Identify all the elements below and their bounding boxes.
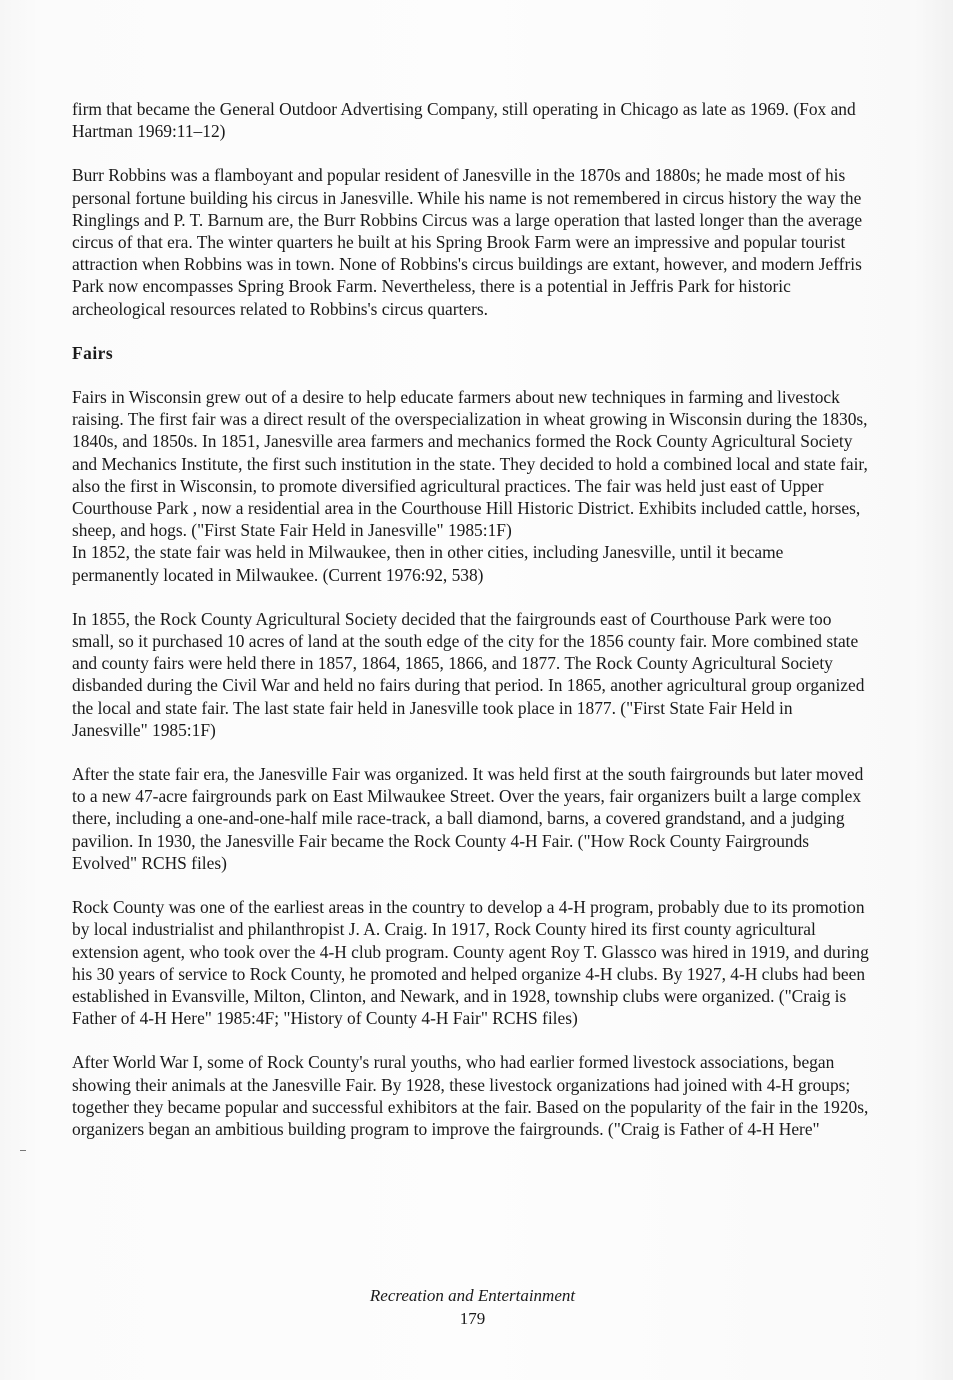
paragraph-fairgrounds-1855: In 1855, the Rock County Agricultural Society decided that the fairgrounds east of Courthouse Park were too small, so it purchased 10 acres of land at the south edge of the city for the 1856 county fair. More combined state and county fairs were held there in 1857, 1864, 1865, 1866, and 1877. The Rock County Agricultural Society disbanded during the Civil War and held no fairs during that period. In 1865, another agricultural group organized the local and state fair. The last state fair held in Janesville took place in 1877. ("First State Fair Held in Janesville" 1985:1F) <box>72 608 865 740</box>
paragraph-state-fair-milwaukee: In 1852, the state fair was held in Milwaukee, then in other cities, including Janesville, until it became permanently located in Milwaukee. (Current 1976:92, 538) <box>72 542 784 585</box>
paragraph-burr-robbins: Burr Robbins was a flamboyant and popular resident of Janesville in the 1870s and 1880s; he made most of his personal fortune building his circus in Janesville. While his name is not remembered in circus history the way the Ringlings and P. T. Barnum are, the Burr Robbins Circus was a large operation that lasted longer than the average circus of that era. The winter quarters he built at his Spring Brook Farm were an impressive and popular tourist attraction when Robbins was in town. None of Robbins's circus buildings are extant, however, and modern Jeffris Park now encompasses Spring Brook Farm. Nevertheless, there is a potential in Jeffris Park for historic archeological resources related to Robbins's circus quarters. <box>72 165 863 319</box>
section-heading-fairs: Fairs <box>72 342 114 363</box>
footer-section-title: Recreation and Entertainment <box>369 1286 576 1305</box>
paragraph-fairs-origin: Fairs in Wisconsin grew out of a desire to help educate farmers about new techniques in farming and livestock raising. The first fair was a direct result of the overspecialization in wheat growing in Wisconsin during the 1830s, 1840s, and 1850s. In 1851, Janesville area farmers and mechanics formed the Rock County Agricultural Society and Mechanics Institute, the first such institution in the state. They decided to hold a combined local and state fair, also the first in Wisconsin, to promote diversified agricultural practices. The fair was held just east of Upper Courthouse Park , now a residential area in the Courthouse Hill Historic District. Exhibits included cattle, horses, sheep, and hogs. ("First State Fair Held in Janesville" 1985:1F) <box>72 387 868 541</box>
paragraph-4h-program: Rock County was one of the earliest areas in the country to develop a 4-H program, probably due to its promotion by local industrialist and philanthropist J. A. Craig. In 1917, Rock County hired its first county agricultural extension agent, who took over the 4-H club program. County agent Roy T. Glassco was hired in 1919, and during his 30 years of service to Rock County, he promoted and helped organize 4-H clubs. By 1927, 4-H clubs had been established in Evansville, Milton, Clinton, and Newark, and in 1928, township clubs were organized. ("Craig is Father of 4-H Here" 1985:4F; "History of County 4-H Fair" RCHS files) <box>72 897 869 1029</box>
paragraph-janesville-fair: After the state fair era, the Janesville Fair was organized. It was held first at the south fairgrounds but later moved to a new 47-acre fairgrounds park on East Milwaukee Street. Over the years, fair organizers built a large complex there, including a one-and-one-half mile race-track, a ball diamond, barns, a covered grandstand, and a judging pavilion. In 1930, the Janesville Fair became the Rock County 4-H Fair. ("How Rock County Fairgrounds Evolved" RCHS files) <box>72 764 864 873</box>
page-number: 179 <box>459 1309 486 1328</box>
paragraph-advertising: firm that became the General Outdoor Advertising Company, still operating in Chicago as late as 1969. (Fox and Hartman 1969:11–12) <box>72 99 856 142</box>
margin-mark <box>20 1150 26 1151</box>
paragraph-after-wwi: After World War I, some of Rock County's rural youths, who had earlier formed livestock associations, began showing their animals at the Janesville Fair. By 1928, these livestock organizations had joined with 4-H groups; together they became popular and successful exhibitors at the fair. Based on the popularity of the fair in the 1920s, organizers began an ambitious building program to improve the fairgrounds. ("Craig is Father of 4-H Here" <box>72 1052 869 1139</box>
body-text <box>72 98 872 1162</box>
